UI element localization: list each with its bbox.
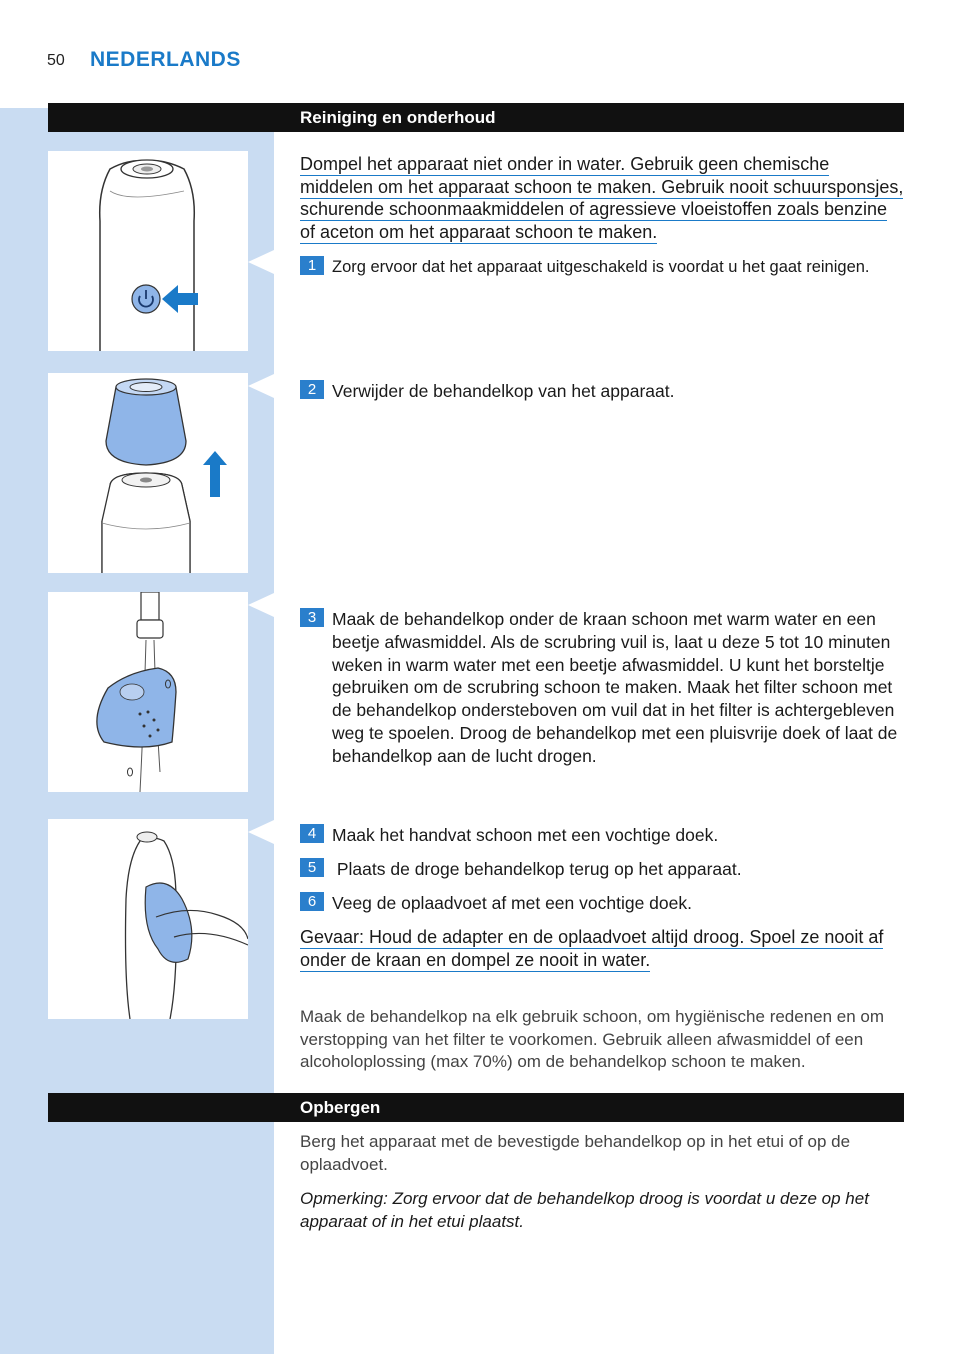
step-4 bbox=[300, 824, 906, 847]
step-number-5: 5 bbox=[300, 858, 324, 877]
hygiene-note: Maak de behandelkop na elk gebruik schoon, om hygiënische redenen en om verstopping van het filter te voorkomen. Gebruik alleen afwasmiddel of een alcoholoplossing (max 70%) om de behandelkop schoon te maken. bbox=[300, 1007, 885, 1072]
figure-rinse-under-tap bbox=[48, 592, 248, 792]
figure-pointer-4 bbox=[248, 820, 274, 844]
step-text-6: Veeg de oplaadvoet af met een vochtige doek. bbox=[332, 893, 692, 913]
step-2 bbox=[300, 380, 906, 403]
step-text-3: Maak de behandelkop onder de kraan schoon met warm water en een beetje afwasmiddel. Als de scrubring vuil is, laat u deze 5 tot 10 minuten weken in warm water met een beetje afwasmiddel. U kunt het borsteltje gebruiken om de scrubring schoon te maken. Maak het filter schoon met de behandelkop ondersteboven om vuil dat in het filter is achtergebleven weg te spoelen. Droog de behandelkop met een pluisvrije doek of laat de behandelkop aan de lucht drogen. bbox=[332, 609, 898, 766]
figure-pointer-3 bbox=[248, 593, 274, 617]
section-bar-cleaning bbox=[48, 103, 904, 132]
step-number-6: 6 bbox=[300, 892, 324, 911]
step-text-4: Maak het handvat schoon met een vochtige doek. bbox=[332, 825, 719, 845]
step-number-2: 2 bbox=[300, 380, 324, 399]
figure-remove-head bbox=[48, 373, 248, 573]
step-text-2: Verwijder de behandelkop van het apparaat. bbox=[332, 381, 675, 401]
step-text-5: Plaats de droge behandelkop terug op het apparaat. bbox=[332, 859, 742, 879]
warning-no-immersion: Dompel het apparaat niet onder in water. Gebruik geen chemische middelen om het apparaat schoon te maken. Gebruik nooit schuursponsjes, schurende schoonmaakmiddelen of agressieve vloeistoffen zoals benzine of aceton om het apparaat schoon te maken. bbox=[300, 154, 904, 242]
danger-warning: Gevaar: Houd de adapter en de oplaadvoet altijd droog. Spoel ze nooit af onder de kraan en dompel ze nooit in water. bbox=[300, 927, 884, 970]
step-6 bbox=[300, 892, 906, 915]
step-number-4: 4 bbox=[300, 824, 324, 843]
step-number-1: 1 bbox=[300, 256, 324, 275]
language-heading: NEDERLANDS bbox=[90, 48, 241, 71]
step-5 bbox=[300, 858, 906, 881]
step-number-3: 3 bbox=[300, 608, 324, 627]
figure-wipe-handle bbox=[48, 819, 248, 1019]
storage-text: Berg het apparaat met de bevestigde behandelkop op in het etui of op de oplaadvoet. bbox=[300, 1132, 851, 1174]
step-3 bbox=[300, 608, 906, 768]
page-number: 50 bbox=[47, 52, 65, 69]
step-text-1: Zorg ervoor dat het apparaat uitgeschakeld is voordat u het gaat reinigen. bbox=[332, 258, 870, 276]
figure-pointer-1 bbox=[248, 250, 274, 274]
section-title-cleaning: Reiniging en onderhoud bbox=[300, 108, 496, 127]
section-bar-storage bbox=[48, 1093, 904, 1122]
section-title-storage: Opbergen bbox=[300, 1098, 381, 1117]
figure-power-button bbox=[48, 151, 248, 351]
storage-note: Opmerking: Zorg ervoor dat de behandelkop droog is voordat u deze op het apparaat of in het etui plaatst. bbox=[300, 1189, 869, 1231]
step-1 bbox=[300, 256, 906, 279]
figure-pointer-2 bbox=[248, 374, 274, 398]
